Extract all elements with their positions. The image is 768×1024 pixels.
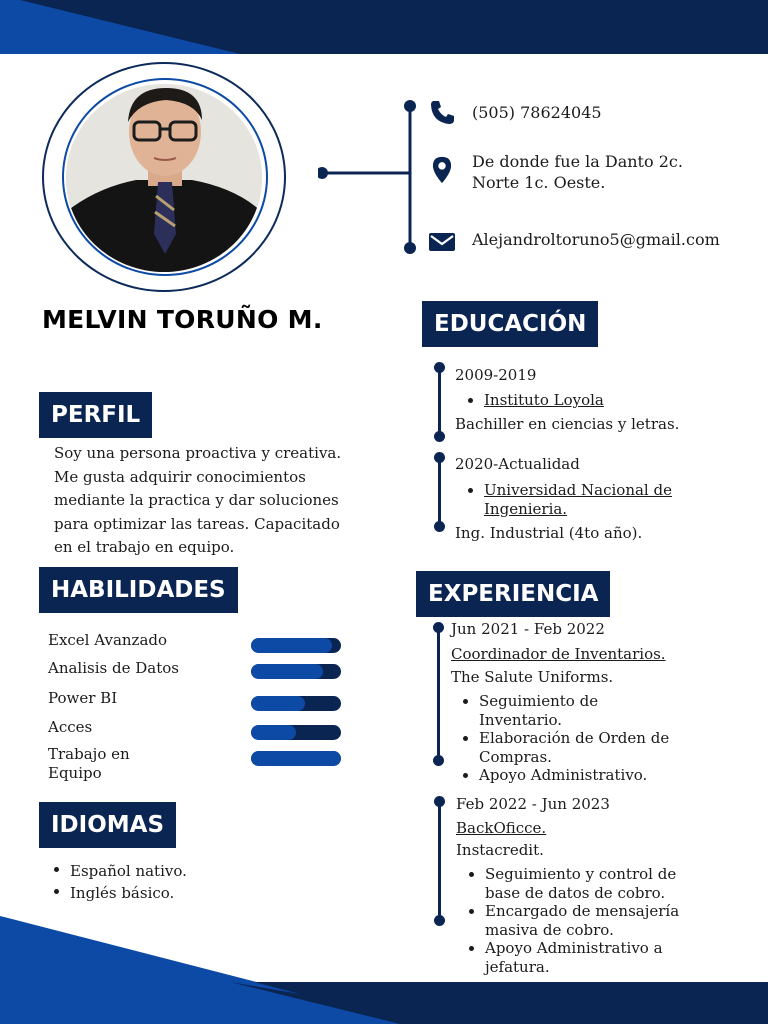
experience-timeline-2 bbox=[434, 796, 446, 926]
experience-heading: EXPERIENCIA bbox=[416, 571, 610, 617]
task-line: Seguimiento de bbox=[479, 692, 599, 710]
task-line: masiva de cobro. bbox=[485, 920, 614, 939]
experience-period: Feb 2022 - Jun 2023 bbox=[456, 795, 610, 813]
experience-task bbox=[463, 865, 679, 902]
skill-name bbox=[48, 745, 130, 783]
education-school-link[interactable]: Instituto Loyola bbox=[462, 391, 604, 410]
profile-line: mediante la practica y dar soluciones bbox=[54, 491, 339, 509]
experience-task bbox=[457, 729, 669, 766]
experience-period: Jun 2021 - Feb 2022 bbox=[451, 620, 605, 638]
education-school-link[interactable] bbox=[462, 481, 672, 518]
experience-role-link[interactable]: BackOficce. bbox=[456, 819, 547, 837]
profile-photo bbox=[66, 84, 262, 272]
task-line: base de datos de cobro. bbox=[485, 883, 666, 902]
skill-name-line: Trabajo en bbox=[48, 745, 130, 763]
school-line[interactable]: Ingenieria. bbox=[484, 499, 568, 518]
address-line-1: De donde fue la Danto 2c. bbox=[472, 152, 683, 171]
address-line-2: Norte 1c. Oeste. bbox=[472, 173, 606, 192]
profile-line: para optimizar las tareas. Capacitado bbox=[54, 514, 340, 533]
profile-line: Me gusta adquirir conocimientos bbox=[54, 467, 306, 486]
profile-line: Soy una persona proactiva y creativa. bbox=[54, 444, 342, 462]
languages-heading: IDIOMAS bbox=[39, 802, 176, 848]
language-item: Español nativo. bbox=[48, 860, 187, 882]
envelope-icon bbox=[428, 228, 456, 256]
skill-bar bbox=[251, 696, 341, 711]
skill-bar-fill bbox=[251, 664, 323, 679]
school-line[interactable]: Universidad Nacional de bbox=[484, 481, 672, 499]
experience-company: Instacredit. bbox=[456, 841, 544, 859]
education-heading: EDUCACIÓN bbox=[422, 301, 598, 347]
education-degree: Ing. Industrial (4to año). bbox=[455, 524, 643, 542]
task-line: Apoyo Administrativo. bbox=[479, 766, 648, 784]
contact-phone: (505) 78624045 bbox=[472, 103, 602, 122]
education-school-list bbox=[462, 391, 604, 410]
task-line: Inventario. bbox=[479, 710, 563, 729]
experience-task bbox=[457, 766, 669, 785]
profile-heading: PERFIL bbox=[39, 392, 152, 438]
contact-address bbox=[472, 151, 683, 193]
skill-bar-fill bbox=[251, 725, 296, 740]
skill-name: Excel Avanzado bbox=[48, 631, 168, 649]
experience-timeline-1 bbox=[433, 622, 445, 766]
phone-icon bbox=[428, 98, 456, 126]
contact-connector bbox=[318, 98, 418, 254]
task-line: Elaboración de Orden de bbox=[479, 729, 670, 747]
experience-tasks bbox=[463, 865, 679, 976]
skill-bar bbox=[251, 638, 341, 653]
experience-role-link[interactable]: Coordinador de Inventarios. bbox=[451, 645, 666, 663]
education-timeline-1 bbox=[434, 362, 446, 440]
task-line: Seguimiento y control de bbox=[485, 865, 677, 883]
education-degree: Bachiller en ciencias y letras. bbox=[455, 415, 680, 433]
education-timeline-2 bbox=[434, 452, 446, 532]
location-pin-icon bbox=[428, 156, 456, 184]
top-decorative-band bbox=[0, 0, 768, 54]
skills-heading: HABILIDADES bbox=[39, 567, 238, 613]
skill-bar-fill bbox=[251, 638, 332, 653]
skill-bar bbox=[251, 725, 341, 740]
skill-bar-fill bbox=[251, 696, 305, 711]
task-line: Compras. bbox=[479, 747, 552, 766]
languages-list bbox=[48, 860, 187, 904]
skill-name: Analisis de Datos bbox=[48, 659, 179, 677]
profile-photo-frame bbox=[42, 62, 288, 294]
skill-bar bbox=[251, 751, 341, 766]
profile-text bbox=[54, 442, 341, 560]
task-line: jefatura. bbox=[485, 957, 550, 976]
experience-task bbox=[463, 939, 679, 976]
skill-name: Acces bbox=[48, 718, 93, 736]
education-period: 2009-2019 bbox=[455, 366, 537, 384]
experience-task bbox=[463, 902, 679, 939]
skill-name-line: Equipo bbox=[48, 764, 102, 782]
skill-bar bbox=[251, 664, 341, 679]
task-line: Apoyo Administrativo a bbox=[485, 939, 663, 957]
experience-company: The Salute Uniforms. bbox=[451, 668, 614, 686]
person-name: MELVIN TORUÑO M. bbox=[42, 305, 323, 334]
experience-tasks bbox=[457, 692, 669, 785]
skill-name: Power BI bbox=[48, 689, 118, 707]
education-school-list bbox=[462, 481, 672, 518]
contact-email: Alejandroltoruno5@gmail.com bbox=[472, 230, 720, 249]
profile-line: en el trabajo en equipo. bbox=[54, 538, 235, 556]
experience-task bbox=[457, 692, 669, 729]
task-line: Encargado de mensajería bbox=[485, 902, 680, 920]
language-item: Inglés básico. bbox=[48, 882, 187, 904]
education-period: 2020-Actualidad bbox=[455, 455, 580, 473]
skill-bar-fill bbox=[251, 751, 341, 766]
